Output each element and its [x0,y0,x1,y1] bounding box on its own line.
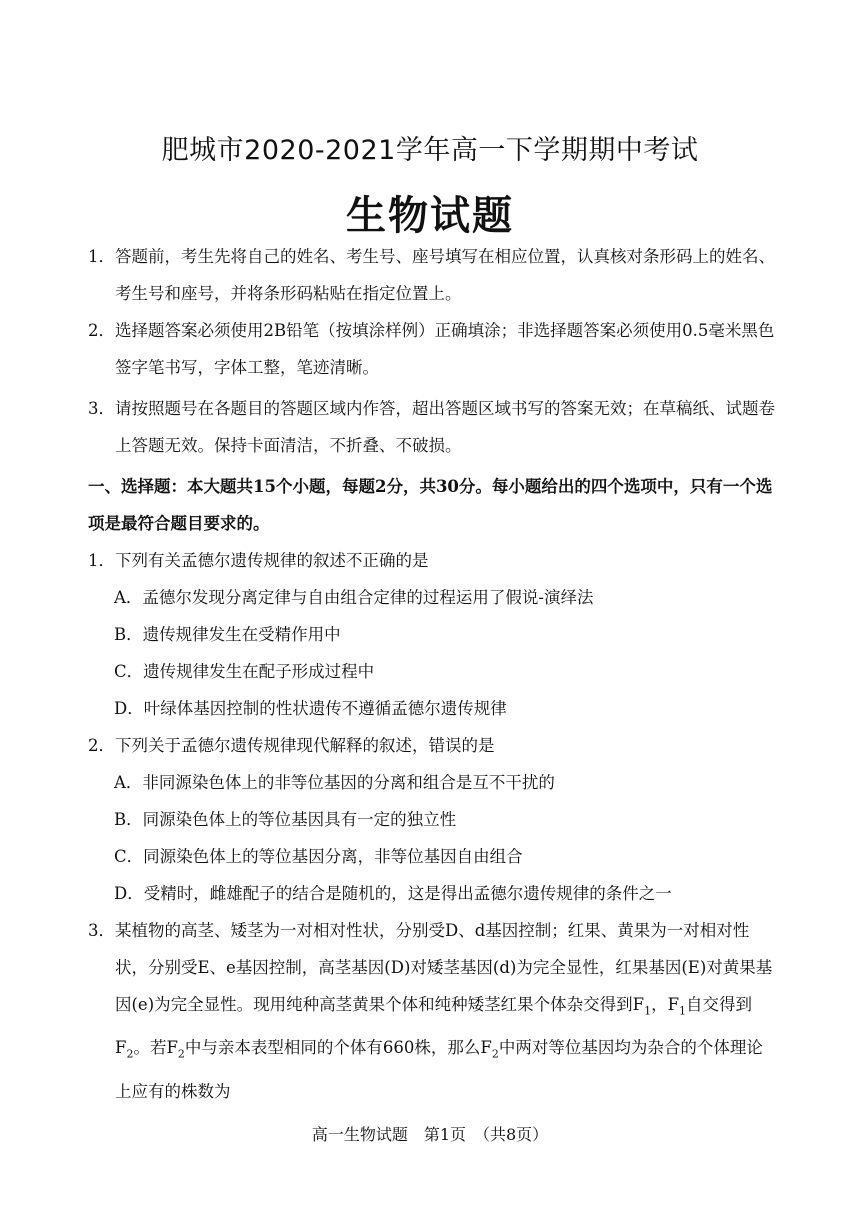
notice-text: 请按照题号在各题目的答题区域内作答，超出答题区域书写的答案无效；在草稿纸、试题卷上答题无效。保持卡面清洁，不折叠、不破损。 [115,399,775,455]
stem-part: 。若F [133,1038,178,1058]
option-label: A． [114,588,143,607]
subscript: 1 [644,1004,652,1018]
notice-item [88,390,778,464]
option-b [88,616,778,653]
option-label: A． [114,773,143,792]
notice-item [88,238,778,312]
option-text: 叶绿体基因控制的性状遗传不遵循孟德尔遗传规律 [143,699,507,718]
subscript: 2 [491,1047,499,1061]
notice-number: 2． [88,321,115,340]
page-footer: 高一生物试题 第1页 （共8页） [311,1125,549,1144]
option-c [88,653,778,690]
option-d [88,690,778,727]
option-text: 遗传规律发生在配子形成过程中 [143,662,375,681]
exam-subject-title: 生物试题 [346,193,514,239]
option-d [88,875,778,912]
option-label: C． [114,662,144,681]
option-label: D． [114,699,144,718]
question-1 [88,542,778,579]
section-heading: 一、选择题：本大题共15个小题，每题2分，共30分。每小题给出的四个选项中，只有一个选项是最符合题目要求的。 [88,477,773,533]
stem-part: ，F [651,995,680,1014]
notice-number: 3． [88,399,115,418]
question-number: 3． [88,921,115,940]
notice-item [88,312,778,386]
option-a [88,764,778,801]
option-label: D． [114,884,144,903]
notice-text: 答题前，考生先将自己的姓名、考生号、座号填写在相应位置，认真核对条形码上的姓名、考生号和座号，并将条形码粘贴在指定位置上。 [115,247,775,303]
exam-title: 肥城市2020-2021学年高一下学期期中考试 [161,135,699,166]
subscript: 1 [679,1004,687,1018]
option-label: B． [114,625,143,644]
option-a [88,579,778,616]
option-label: B． [114,810,143,829]
option-text: 同源染色体上的等位基因分离，非等位基因自由组合 [143,847,523,866]
option-text: 受精时，雌雄配子的结合是随机的，这是得出孟德尔遗传规律的条件之一 [143,884,672,903]
option-c [88,838,778,875]
stem-part: 某植物的高茎、矮茎为一对相对性状，分别受D、d基因控制；红果、黄果为一对相对性状，分别受E、e基因控制，高茎基因(D)对矮茎基因(d)为完全显性，红果基因(E)对黄果基因(e)为完全显性。现用纯种高茎黄果个体和纯种矮茎红果个体杂交得到F [115,921,773,1014]
stem-part: 自交得到F [115,995,753,1058]
question-3 [88,912,778,1110]
question-number: 1． [88,551,115,570]
exam-content [88,238,778,1110]
subscript: 2 [177,1047,185,1061]
question-2 [88,727,778,764]
question-stem: 下列关于孟德尔遗传规律现代解释的叙述，错误的是 [115,736,495,755]
stem-part: 中两对等位基因均为杂合的个体理论上应有的株数为 [115,1038,763,1101]
option-text: 非同源染色体上的非等位基因的分离和组合是互不干扰的 [142,773,555,792]
option-text: 同源染色体上的等位基因具有一定的独立性 [142,810,457,829]
stem-part: 中与亲本表型相同的个体有660株，那么F [184,1038,492,1058]
notice-number: 1． [88,247,115,266]
question-stem [115,912,778,1110]
question-stem: 下列有关孟德尔遗传规律的叙述不正确的是 [115,551,429,570]
question-number: 2． [88,736,115,755]
option-label: C． [114,847,144,866]
notice-text: 选择题答案必须使用2B铅笔（按填涂样例）正确填涂；非选择题答案必须使用0.5毫米黑色签字笔书写，字体工整，笔迹清晰。 [115,321,775,377]
option-b [88,801,778,838]
subscript: 2 [126,1047,134,1061]
option-text: 遗传规律发生在受精作用中 [142,625,341,644]
option-text: 孟德尔发现分离定律与自由组合定律的过程运用了假说-演绎法 [142,588,594,607]
